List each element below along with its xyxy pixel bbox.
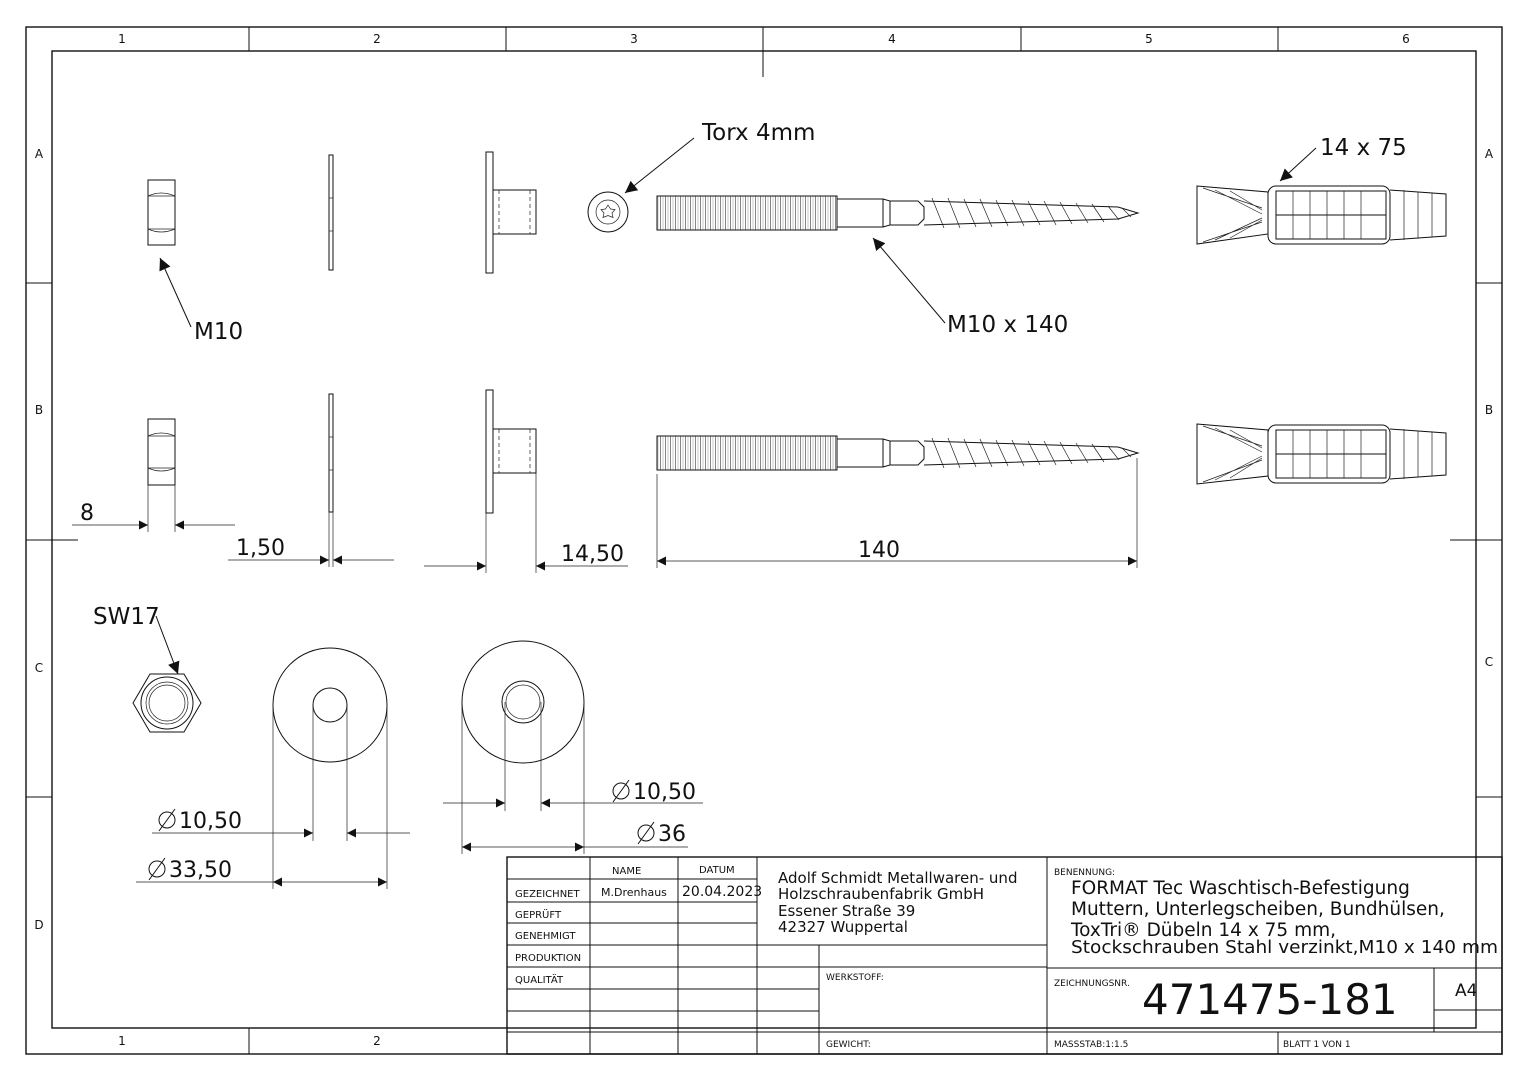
torx-socket-icon — [601, 205, 615, 218]
tb-sheet-format: A4 — [1455, 981, 1478, 1001]
diameter-symbol-icon — [613, 780, 629, 802]
dim-washer-thickness: 1,50 — [236, 536, 285, 561]
zone-col-1-bottom: 1 — [118, 1034, 126, 1048]
tb-company-line-3: Essener Straße 39 — [778, 902, 916, 920]
tb-drawn-date: 20.04.2023 — [682, 884, 763, 900]
callout-dowel-size: 14 x 75 — [1320, 135, 1407, 161]
sleeve-side-view-a — [486, 152, 536, 273]
tb-row-checked: GEPRÜFT — [515, 910, 562, 921]
dim-sleeve-length: 14,50 — [561, 542, 624, 567]
diameter-symbol-icon — [159, 809, 175, 831]
washer-side-view-a — [329, 155, 333, 270]
hanger-bolt-view-a — [657, 196, 1138, 230]
tb-material-label: WERKSTOFF: — [826, 973, 884, 983]
tb-title-line-3: ToxTri® Dübeln 14 x 75 mm, — [1071, 920, 1336, 941]
dowel-view-b — [1197, 424, 1446, 484]
tb-row-drawn: GEZEICHNET — [515, 889, 580, 900]
dim-nut-height: 8 — [80, 501, 94, 526]
tb-weight-label: GEWICHT: — [826, 1040, 871, 1050]
screw-end-view — [588, 192, 628, 232]
tb-row-quality: QUALITÄT — [515, 975, 564, 986]
tb-title-label: BENENNUNG: — [1054, 868, 1116, 878]
zone-row-c: C — [34, 661, 44, 675]
tb-row-approved: GENEHMIGT — [515, 931, 576, 942]
tb-drawn-by: M.Drenhaus — [601, 886, 667, 899]
zone-row-a: A — [34, 147, 44, 161]
zone-row-a-right: A — [1484, 147, 1494, 161]
callout-wrench-size: SW17 — [93, 604, 160, 630]
diameter-symbol-icon — [638, 822, 654, 844]
tb-company-line-1: Adolf Schmidt Metallwaren- und — [778, 869, 1018, 887]
tb-title-line-4: Stockschrauben Stahl verzinkt,M10 x 140 mm — [1071, 937, 1498, 958]
zone-col-2-bottom: 2 — [373, 1034, 381, 1048]
sleeve-top-view — [462, 641, 584, 763]
dim-sleeve-outer: 36 — [658, 822, 686, 847]
dowel-view-a — [1197, 186, 1446, 244]
zone-col-2: 2 — [373, 32, 381, 46]
zone-row-c-right: C — [1484, 655, 1494, 669]
tb-company-line-4: 42327 Wuppertal — [778, 918, 908, 936]
tb-title-line-2: Muttern, Unterlegscheiben, Bundhülsen, — [1071, 899, 1445, 920]
tb-title-line-1: FORMAT Tec Waschtisch-Befestigung — [1071, 878, 1410, 899]
tb-drawing-no-label: ZEICHNUNGSNR. — [1054, 979, 1130, 989]
tb-scale: MASSSTAB:1:1.5 — [1054, 1040, 1129, 1050]
dim-washer-hole: 10,50 — [179, 809, 242, 834]
zone-col-3: 3 — [630, 32, 638, 46]
washer-top-view — [273, 648, 387, 762]
callout-nut-size: M10 — [194, 319, 244, 345]
tb-header-date: DATUM — [699, 865, 735, 876]
diameter-symbol-icon — [149, 858, 165, 880]
zone-col-5: 5 — [1145, 32, 1153, 46]
nut-side-view-a — [148, 180, 175, 245]
zone-col-1: 1 — [118, 32, 126, 46]
tb-sheet-count: BLATT 1 VON 1 — [1283, 1040, 1351, 1050]
washer-side-view-b — [329, 394, 333, 512]
dim-washer-outer: 33,50 — [169, 858, 232, 883]
dim-sleeve-hole: 10,50 — [633, 780, 696, 805]
zone-col-4: 4 — [888, 32, 896, 46]
zone-row-d: D — [34, 918, 44, 932]
sleeve-side-view-b — [486, 390, 536, 513]
tb-company-line-2: Holzschraubenfabrik GmbH — [778, 885, 985, 903]
tb-header-name: NAME — [612, 866, 642, 877]
nut-front-view-b — [148, 419, 175, 485]
nut-top-view — [133, 674, 201, 732]
hanger-bolt-view-b — [657, 436, 1138, 470]
zone-row-b-right: B — [1484, 403, 1494, 417]
tb-drawing-number: 471475-181 — [1142, 975, 1398, 1024]
callout-torx: Torx 4mm — [702, 120, 816, 146]
zone-col-6: 6 — [1402, 32, 1410, 46]
zone-row-b: B — [34, 403, 44, 417]
dim-screw-length: 140 — [858, 538, 900, 563]
callout-screw-size: M10 x 140 — [947, 312, 1069, 338]
tb-row-production: PRODUKTION — [515, 953, 582, 964]
